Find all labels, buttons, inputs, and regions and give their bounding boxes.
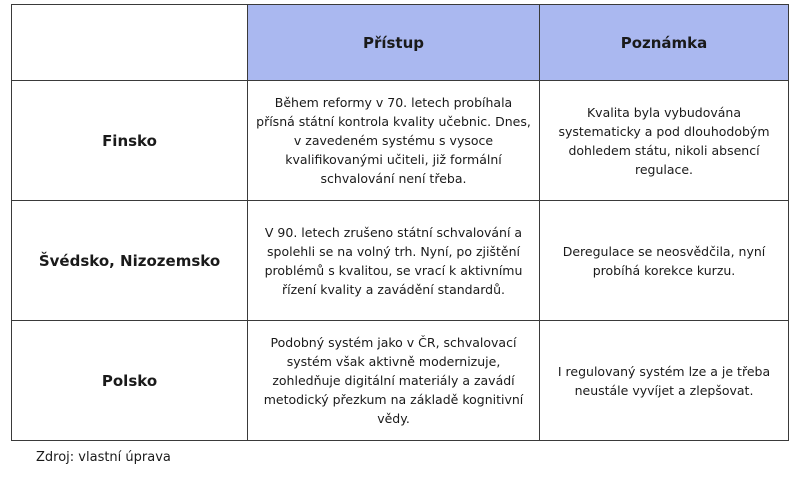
note-cell: I regulovaný systém lze a je třeba neustále vyvíjet a zlepšovat. [540, 321, 789, 441]
country-cell: Polsko [12, 321, 248, 441]
approach-cell: Během reformy v 70. letech probíhala přísná státní kontrola kvality učebnic. Dnes, v zavedeném systému s vysoce kvalifikovanými učiteli, již formální schvalování není třeba. [248, 81, 540, 201]
comparison-table [11, 4, 789, 441]
header-approach: Přístup [248, 5, 540, 81]
approach-cell: V 90. letech zrušeno státní schvalování a spolehli se na volný trh. Nyní, po zjištění problémů s kvalitou, se vrací k aktivnímu řízení kvality a zavádění standardů. [248, 201, 540, 321]
country-cell: Finsko [12, 81, 248, 201]
table-row-finland [12, 81, 789, 201]
approach-cell: Podobný systém jako v ČR, schvalovací systém však aktivně modernizuje, zohledňuje digitální materiály a zavádí metodický přezkum na základě kognitivní vědy. [248, 321, 540, 441]
header-row [12, 5, 789, 81]
header-corner-cell [12, 5, 248, 81]
table-row-poland [12, 321, 789, 441]
note-cell: Deregulace se neosvědčila, nyní probíhá korekce kurzu. [540, 201, 789, 321]
source-caption: Zdroj: vlastní úprava [36, 450, 171, 465]
country-cell: Švédsko, Nizozemsko [12, 201, 248, 321]
note-cell: Kvalita byla vybudována systematicky a pod dlouhodobým dohledem státu, nikoli absencí regulace. [540, 81, 789, 201]
header-note: Poznámka [540, 5, 789, 81]
table-row-sweden-netherlands [12, 201, 789, 321]
